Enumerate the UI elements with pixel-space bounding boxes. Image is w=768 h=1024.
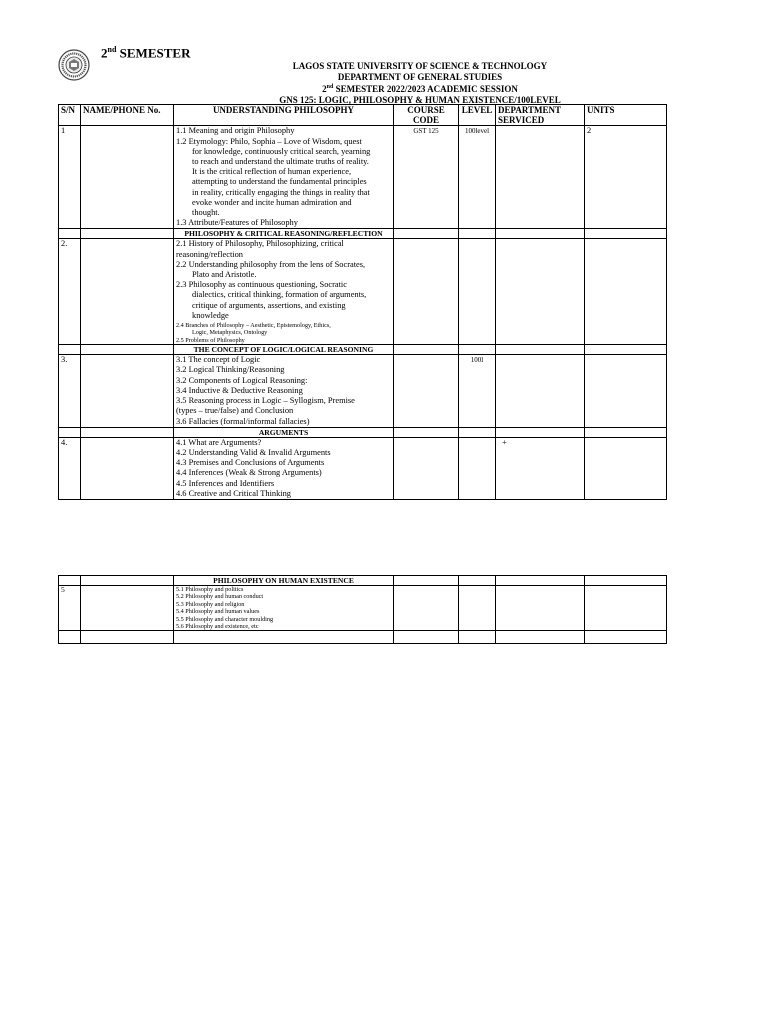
table-row [59,586,667,631]
row-course-code [394,239,459,345]
section-row [59,345,667,355]
row-topics: 2.1 History of Philosophy, Philosophizing, critical reasoning/reflection 2.2 Understanding philosophy from the lens of Socrates, Plato and Aristotle. 2.3 Philosophy as continuous questioning, Socratic dialectics, critical thinking, formation of arguments, critique of arguments, assertions, and existing knowledge 2.4 Branches of Philosophy – Aesthetic, Epistemology, Ethics, Logic, Metaphysics, Ontology 2.5 Problems of Philosophy [174,239,394,345]
row-course-code [394,437,459,499]
row-sn: 1 [59,126,81,229]
row-units [585,355,667,427]
row-level [459,437,496,499]
table-row [59,126,667,229]
section-row [59,576,667,586]
row-department [496,355,585,427]
row-department: + [496,437,585,499]
row-topics: 4.1 What are Arguments? 4.2 Understanding Valid & Invalid Arguments 4.3 Premises and Conclusions of Arguments 4.4 Inferences (Weak & Strong Arguments) 4.5 Inferences and Identifiers 4.6 Creative and Critical Thinking [174,437,394,499]
row-units [585,437,667,499]
row-units [585,239,667,345]
col-level: LEVEL [459,105,496,126]
course-title: GNS 125: LOGIC, PHILOSOPHY & HUMAN EXISTENCE/100LEVEL [279,94,561,105]
row-sn: 4. [59,437,81,499]
row-name [81,437,174,499]
col-units: UNITS [585,105,667,126]
row-course-code: GST 125 [394,126,459,229]
row-topics: 3.1 The concept of Logic 3.2 Logical Thinking/Reasoning 3.2 Components of Logical Reasoning: 3.4 Inductive & Deductive Reasoning 3.5 Reasoning process in Logic – Syllogism, Premise (types – true/false) and Conclusion 3.6 Fallacies (formal/informal fallacies) [174,355,394,427]
table-row [59,239,667,345]
document-header [200,61,640,105]
section-title: PHILOSOPHY ON HUMAN EXISTENCE [174,576,394,586]
row-course-code [394,355,459,427]
session-line: 2nd SEMESTER 2022/2023 ACADEMIC SESSION [322,84,518,95]
table-row [59,631,667,644]
row-level: 100l [459,355,496,427]
row-topics: 5.1 Philosophy and politics 5.2 Philosophy and human conduct 5.3 Philosophy and religion 5.4 Philosophy and human values 5.5 Philosophy and character moulding 5.6 Philosophy and existence, etc [174,586,394,631]
university-name: LAGOS STATE UNIVERSITY OF SCIENCE & TECHNOLOGY [292,61,548,71]
section-title: THE CONCEPT OF LOGIC/LOGICAL REASONING [174,345,394,355]
department-name: DEPARTMENT OF GENERAL STUDIES [337,71,503,82]
col-name-phone: NAME/PHONE No. [81,105,174,126]
section-row [59,229,667,239]
table-header-row [59,105,667,126]
row-name [81,586,174,631]
row-name [81,126,174,229]
section-row [59,427,667,437]
row-name [81,239,174,345]
table-row [59,437,667,499]
row-units: 2 [585,126,667,229]
row-department [496,239,585,345]
semester-heading: 2nd SEMESTER [101,45,191,61]
row-name [81,355,174,427]
course-outline-table [58,104,667,500]
human-existence-table [58,575,667,644]
row-level [459,239,496,345]
row-sn: 5 [59,586,81,631]
col-course-code: COURSE CODE [394,105,459,126]
col-sn: S/N [59,105,81,126]
section-title: PHILOSOPHY & CRITICAL REASONING/REFLECTION [174,229,394,239]
row-sn: 3. [59,355,81,427]
col-department: DEPARTMENT SERVICED [496,105,585,126]
section-title: ARGUMENTS [174,427,394,437]
row-sn: 2. [59,239,81,345]
row-department [496,126,585,229]
col-topic: UNDERSTANDING PHILOSOPHY [174,105,394,126]
table-row [59,355,667,427]
row-level: 100level [459,126,496,229]
university-seal-logo [58,49,90,81]
row-topics: 1.1 Meaning and origin Philosophy 1.2 Etymology: Philo, Sophia – Love of Wisdom, quest for knowledge, continuously critical search, yearning to reach and understand the ultimate truths of reality. It is the critical reflection of human experience, attempting to understand the fundamental principles in reality, critically engaging the things in reality that evoke wonder and incite human admiration and thought. 1.3 Attribute/Features of Philosophy [174,126,394,229]
